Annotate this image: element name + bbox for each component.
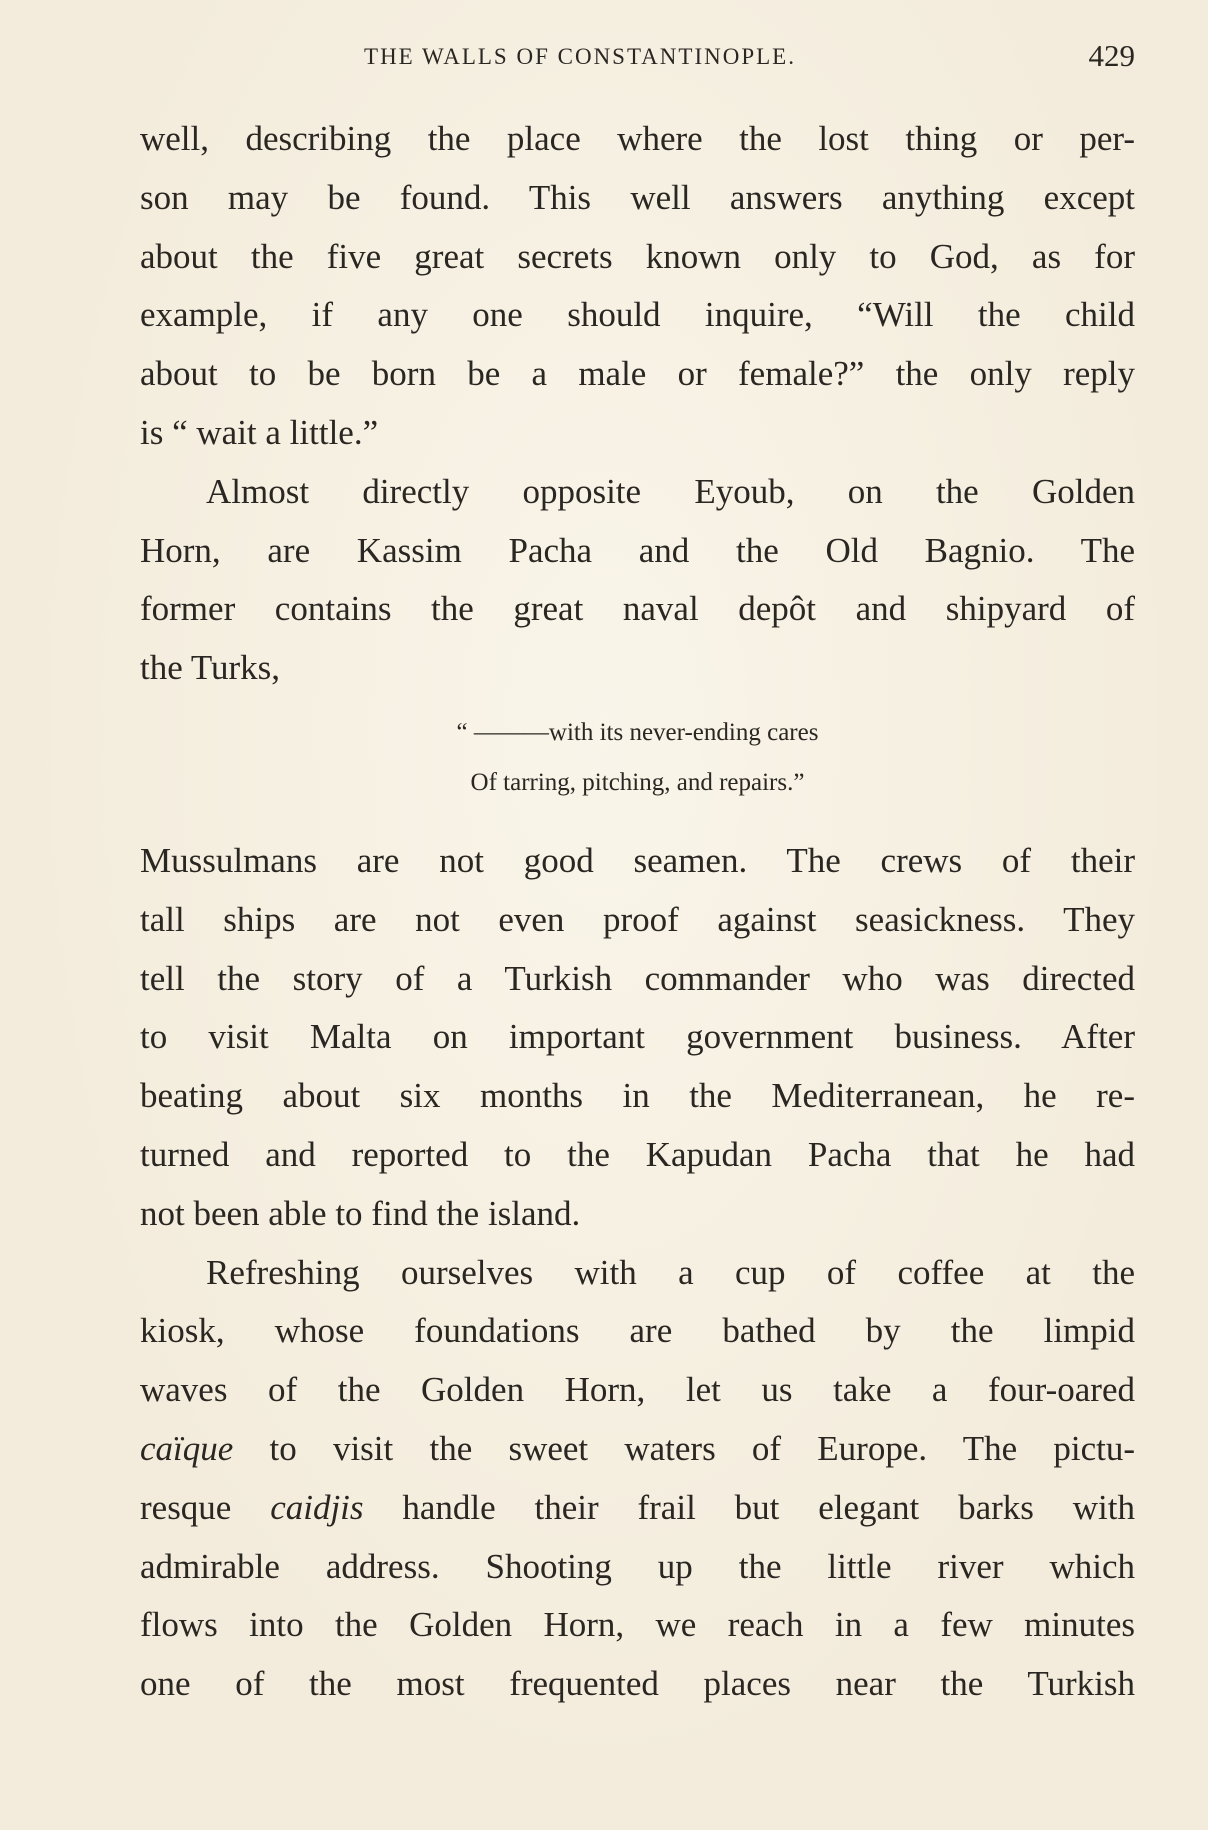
verse-quote <box>140 708 1135 808</box>
quote-line: Of tarring, pitching, and repairs.” <box>470 768 805 796</box>
paragraph-3 <box>140 832 1135 1244</box>
text-line: turned and reported to the Kapudan Pacha that he had <box>140 1134 1135 1174</box>
text-line: tall ships are not even proof against seasickness. They <box>140 899 1135 939</box>
text-line <box>140 1420 1135 1479</box>
running-title: THE WALLS OF CONSTANTINOPLE. <box>364 44 796 69</box>
text-line: not been able to find the island. <box>140 1193 581 1233</box>
text-line: one of the most frequented places near the Turkish <box>140 1664 1135 1704</box>
text-line: about the five great secrets known only to God, as for <box>140 236 1135 276</box>
text-line: well, describing the place where the lost thing or per- <box>140 119 1135 158</box>
text-line: tell the story of a Turkish commander who was directed <box>140 958 1135 998</box>
text-span: resque <box>140 1487 271 1527</box>
text-line: beating about six months in the Mediterranean, he re- <box>140 1076 1135 1116</box>
text-line: about to be born be a male or female?” the only reply <box>140 354 1135 394</box>
text-line: to visit Malta on important government business. After <box>140 1017 1135 1057</box>
text-line: waves of the Golden Horn, let us take a four-oared <box>140 1370 1135 1410</box>
italic-word-caidjis: caidjis <box>270 1487 364 1527</box>
text-line: admirable address. Shooting up the little river which <box>140 1546 1135 1586</box>
page-number: 429 <box>1088 38 1135 73</box>
text-line: former contains the great naval depôt and shipyard of <box>140 589 1135 629</box>
text-line: son may be found. This well answers anything except <box>140 177 1135 217</box>
quote-line: “ ———with its never-ending cares <box>456 718 819 746</box>
text-line <box>140 1479 1135 1538</box>
paragraph-4 <box>140 1244 1135 1714</box>
text-line: Almost directly opposite Eyoub, on the Golden <box>206 471 1135 511</box>
running-head <box>140 38 1135 78</box>
text-line: example, if any one should inquire, “Will the child <box>140 295 1135 335</box>
body-text <box>140 110 1135 1714</box>
text-line: kiosk, whose foundations are bathed by the limpid <box>140 1311 1135 1351</box>
text-line: is “ wait a little.” <box>140 412 379 452</box>
paragraph-2 <box>140 463 1135 698</box>
italic-word-caique: caïque <box>140 1428 234 1468</box>
text-line: Horn, are Kassim Pacha and the Old Bagnio. The <box>140 530 1135 570</box>
text-line: flows into the Golden Horn, we reach in a few minutes <box>140 1605 1135 1645</box>
text-line: Refreshing ourselves with a cup of coffee at the <box>206 1252 1135 1292</box>
paragraph-1 <box>140 110 1135 463</box>
text-span: handle their frail but elegant barks with <box>363 1487 1135 1527</box>
text-line: Mussulmans are not good seamen. The crews of their <box>140 840 1135 880</box>
text-line: the Turks, <box>140 648 281 688</box>
text-span: to visit the sweet waters of Europe. The pictu- <box>233 1428 1135 1468</box>
